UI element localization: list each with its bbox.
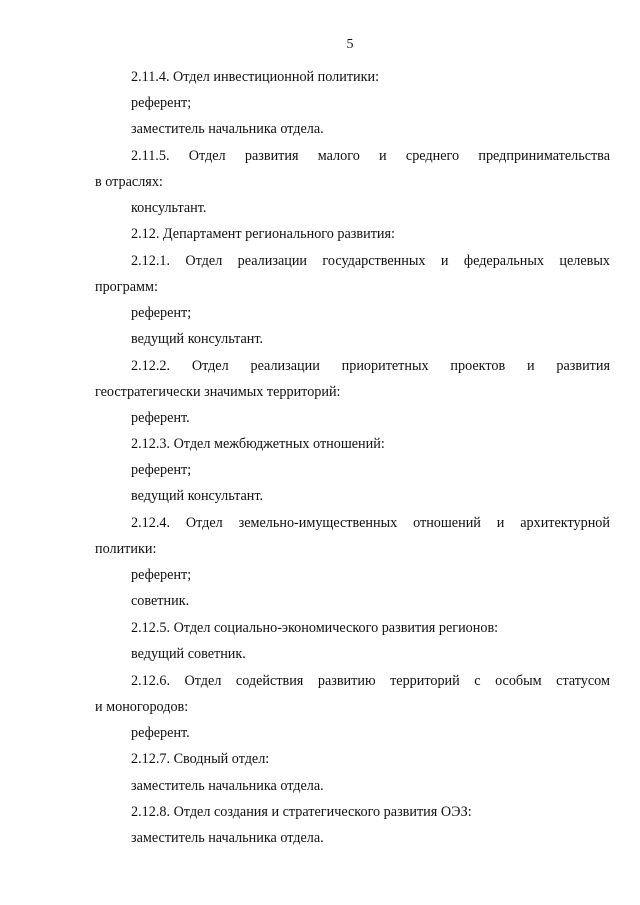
item-2-12-2-continued: геостратегически значимых территорий: [95, 384, 341, 400]
position-line: референт. [131, 725, 190, 741]
position-line: заместитель начальника отдела. [131, 121, 324, 137]
position-line: консультант. [131, 200, 207, 216]
item-2-11-5: 2.11.5. Отдел развития малого и среднего предпринимательства [131, 148, 610, 164]
position-line: ведущий советник. [131, 646, 246, 662]
position-line: советник. [131, 593, 190, 609]
item-2-12-6: 2.12.6. Отдел содействия развитию территорий с особым статусом [131, 673, 610, 689]
page-number: 5 [346, 37, 354, 52]
item-2-12-4: 2.12.4. Отдел земельно-имущественных отношений и архитектурной [131, 515, 610, 531]
position-line: референт; [131, 305, 192, 321]
item-2-12-2: 2.12.2. Отдел реализации приоритетных проектов и развития [131, 358, 610, 374]
item-2-12-6-continued: и моногородов: [95, 699, 189, 715]
position-line: референт; [131, 95, 192, 111]
position-line: референт; [131, 567, 192, 583]
position-line: ведущий консультант. [131, 331, 264, 347]
item-2-12-7: 2.12.7. Сводный отдел: [131, 751, 270, 767]
position-line: референт. [131, 410, 190, 426]
item-2-11-5-continued: в отраслях: [95, 174, 163, 190]
position-line: заместитель начальника отдела. [131, 778, 324, 794]
item-2-12-8: 2.12.8. Отдел создания и стратегического развития ОЭЗ: [131, 804, 472, 820]
item-2-12-1-continued: программ: [95, 279, 158, 295]
item-2-12-5: 2.12.5. Отдел социально-экономического развития регионов: [131, 620, 499, 636]
item-2-12: 2.12. Департамент регионального развития: [131, 226, 395, 242]
position-line: референт; [131, 462, 192, 478]
item-2-12-4-continued: политики: [95, 541, 157, 557]
position-line: заместитель начальника отдела. [131, 830, 324, 846]
item-2-11-4: 2.11.4. Отдел инвестиционной политики: [131, 69, 380, 85]
item-2-12-3: 2.12.3. Отдел межбюджетных отношений: [131, 436, 385, 452]
position-line: ведущий консультант. [131, 488, 264, 504]
item-2-12-1: 2.12.1. Отдел реализации государственных и федеральных целевых [131, 253, 610, 269]
